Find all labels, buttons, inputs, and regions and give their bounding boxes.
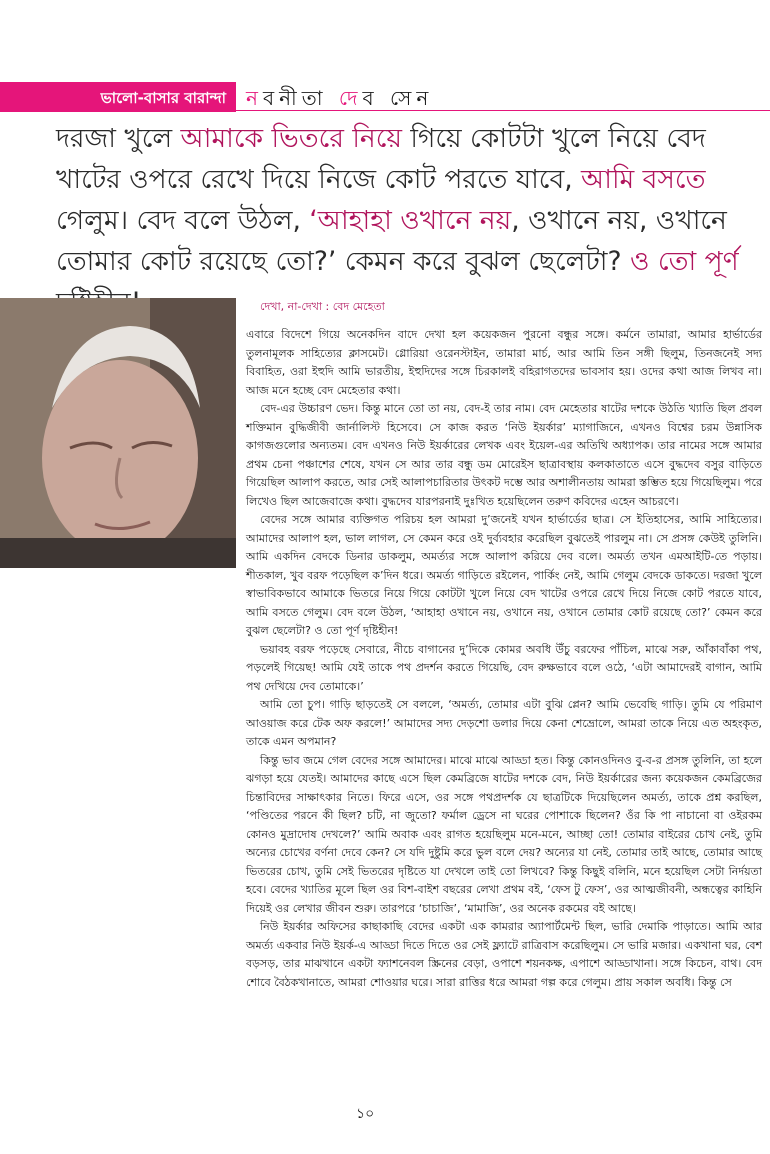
pull-quote-text: গিয়ে কোটটা খুলে নিয়ে বেদ খাটের ওপরে রেখে দিয়ে নিজে কোট পরতে যাবে, <box>56 123 706 195</box>
pull-quote-text: গেলুম। বেদ বলে উঠল, <box>56 205 310 236</box>
header-rule <box>236 110 770 111</box>
article-paragraph: এবারে বিদেশে গিয়ে অনেকদিন বাদে দেখা হল কয়েকজন পুরনো বন্ধুর সঙ্গে। কর্মনে তামারা, আমার হার্ভার্ডের তুলনামূলক সাহিত্যের ক্লাসমেট। গ্লোরিয়া ওরেনস্টাইন, তামারা মার্চ, আর আমি তিন সঙ্গী ছিলুম, তিনজনেই সদ্য বিবাহিত, ওরা ইহুদি আমি ভারতীয়, ইহুদিদের সঙ্গে চিরকালই বহিরাগতদের ভাবসাব হয়। ওদের কথা আজ লিখব না। আজ মনে হচ্ছে বেদ মেহেতার কথা। <box>246 328 762 397</box>
column-title-band <box>0 82 236 112</box>
pull-quote-text: , ওখানে নয়, ওখানে তোমার কোট রয়েছে তো?’ কেমন করে বুঝল ছেলেটা? <box>56 205 727 277</box>
article-paragraph: নিউ ইয়র্কার অফিসের কাছাকাছি বেদের একটা এক কামরার অ্যাপার্টমেন্ট ছিল, ভারি দেমাকি পাড়াতে। আমি আর অমর্ত্য একবার নিউ ইয়র্ক-এ আড্ডা দিতে দিতে ওর সেই ফ্ল্যাটে রাত্রিবাস করেছিলুম। সে ভারি মজার। একখানা ঘর, বেশ বড়সড়, তার মাঝখানে একটা ফ্যাশনেবল স্ক্রিনের বেড়া, ওপাশে শয়নকক্ষ, এপাশে আড্ডাখানা। সঙ্গে কিচেন, বাথ। বেদ শোবে বৈঠকখানাতে, আমরা শোওয়ার ঘরে। সারা রাত্তির ধরে আমরা গল্প করে গেলুম। প্রায় সকাল অবধি। কিন্তু সে <box>246 920 762 989</box>
portrait-illustration <box>0 298 236 568</box>
pull-quote-highlight: আমি বসতে <box>581 164 706 195</box>
article-kicker: দেখা, না-দেখা : বেদ মেহেতা <box>260 300 385 313</box>
portrait-photo <box>0 298 236 568</box>
author-first-rest: বনীতা <box>262 86 328 110</box>
pull-quote-highlight: ও তো পূর্ণ <box>629 246 739 277</box>
author-name <box>246 84 433 117</box>
author-first-initial: ন <box>246 86 263 110</box>
pull-quote-text: দরজা খুলে <box>56 123 181 154</box>
pull-quote-highlight: ‘আহাহা ওখানে নয় <box>309 205 512 236</box>
pull-quote <box>56 118 746 323</box>
author-last-initial: দে <box>338 86 363 110</box>
article-paragraph: কিন্তু ভাব জমে গেল বেদের সঙ্গে আমাদের। মাঝে মাঝে আড্ডা হত। কিন্তু কোনওদিনও বু-ব-র প্রসঙ্গ তুলিনি, তা হলে ঝগড়া হয়ে যেতই। আমাদের কাছে এসে ছিল কেমব্রিজে ষাটের দশকে বেদ, নিউ ইয়র্কারের জন্য কয়েকজন কেমব্রিজের চিন্তাবিদের সাক্ষাৎকার নিতে। ফিরে এসে, ওর সঙ্গে পথপ্রদর্শক যে ছাত্রটিকে দিয়েছিলেন অমর্ত্য, তাকে প্রশ্ন করছিল, ‘পণ্ডিতের পরনে কী ছিল? চটি, না জুতো? ফর্মাল ড্রেসে না ঘরের পোশাকে ছিলেন? ওঁর কি পা নাচানো বা ওইরকম কোনও মুদ্রাদোষ দেখলে?’ আমি অবাক এবং রাগত হয়েছিলুম মনে-মনে, আচ্ছা তো! তোমার বাইরের চোখ নেই, তুমি অন্যের চোখের বর্ণনা দেবে কেন? সে যদি দুষ্টুমি করে ভুল বলে দেয়? অন্যের যা নেই, তোমার তাই আছে, তোমার আছে ভিতরের চোখ, তুমি সেই ভিতরের দৃষ্টিতে যা দেখলে তাই তো লিখবে? কিন্তু কিছুই বলিনি, মনে হয়েছিল সেটা নির্দয়তা হবে। বেদের খ্যাতির মূলে ছিল ওর বিশ-বাইশ বছরের লেখা প্রথম বই, ‘ফেস টু ফেস’, ওর আত্মজীবনী, অন্ধত্বের কাহিনি দিয়েই ওর লেখার জীবন শুরু। তারপরে ‘চাচাজি’, ‘মামাজি’, ওর অনেক রকমের বই আছে। <box>246 753 762 915</box>
author-last-rest: ব সেন <box>362 86 434 110</box>
article-paragraph: আমি তো চুপ। গাড়ি ছাড়তেই সে বললে, ‘অমর্ত্য, তোমার এটা বুঝি প্লেন? আমি ভেবেছি গাড়ি। তুমি যে পরিমাণ আওয়াজ করে টেক অফ করলে!’ আমাদের সদ্য দেড়শো ডলার দিয়ে কেনা শেভ্রোলে, আমরা তাকে নিয়ে এত অহংকৃত, তাকে এমন অপমান? <box>246 698 762 748</box>
article-body <box>246 326 762 992</box>
pull-quote-highlight: আমাকে ভিতরে নিয়ে <box>180 123 402 154</box>
column-title: ভালো-বাসার বারান্দা <box>100 89 226 107</box>
article-paragraph: বেদ-এর উচ্চারণ ভেদ। কিন্তু মানে তো তা নয়, বেদ-ই তার নাম। বেদ মেহেতার ষাটের দশকে উঠতি খ্যাতি ছিল প্রবল শক্তিমান বুদ্ধিজীবী জার্নালিস্ট হিসেবে। সে কাজ করত ‘নিউ ইয়র্কার’ ম্যাগাজিনে, এখনও বিশ্বের চরম উন্নাসিক কাগজগুলোর অন্যতম। বেদ এখনও নিউ ইয়র্কারের লেখক এবং ইয়েল-এর অতিথি অধ্যাপক। তার নামের সঙ্গে আমার প্রথম চেনা পঞ্চাশের শেষে, যখন সে আর তার বন্ধু ডম মোরেইস ছাত্রাবস্থায় কলকাতাতে এসে বুদ্ধদেব বসুর বাড়িতে গিয়েছিল আলাপ করতে, আর সেই আলাপচারিতার উৎকট দম্ভে আর অশালীনতায় আমরা স্তম্ভিত হয়ে গিয়েছিলুম। পরে লিখেও ছিল আজেবাজে কথা। বুদ্ধদেব যারপরনাই দুঃখিত হয়েছিলেন তরুণ কবিদের এহেন আচরণে। <box>246 402 762 508</box>
article-paragraph: বেদের সঙ্গে আমার ব্যক্তিগত পরিচয় হল আমরা দু’জনেই যখন হার্ভার্ডের ছাত্র। সে ইতিহাসের, আমি সাহিত্যের। আমাদের আলাপ হল, ভাল লাগল, সে কেমন করে ওই দুর্ব্যবহার করেছিল বুঝতেই পারলুম না। সে প্রসঙ্গ কেউই তুলিনি। আমি একদিন বেদকে ডিনার ডাকলুম, অমর্ত্যর সঙ্গে আলাপ করিয়ে দেব বলে। অমর্ত্য তখন এমআইটি-তে পড়ায়। শীতকাল, খুব বরফ পড়েছিল ক’দিন ধরে। অমর্ত্য গাড়িতে রইলেন, পার্কিং নেই, আমি গেলুম বেদকে ডাকতে। দরজা খুলে স্বাভাবিকভাবে আমাকে ভিতরে নিয়ে গিয়ে কোটটা খুলে নিয়ে বেদ খাটের ওপরে রেখে দিয়ে নিজে কোট পরতে যাবে, আমি বসতে গেলুম। বেদ বলে উঠল, ‘আহাহা ওখানে নয়, ওখানে নয়, ওখানে তোমার কোট রয়েছে তো?’ কেমন করে বুঝল ছেলেটা? ও তো পূর্ণ দৃষ্টিহীন! <box>246 513 762 637</box>
article-paragraph: ভয়াবহ বরফ পড়েছে সেবারে, নীচে বাগানের দু’দিকে কোমর অবধি উঁচু বরফের পাঁচিল, মাঝে সরু, আঁকাবাঁকা পথ, পড়লেই গিয়েছ! আমি যেই তাকে পথ প্রদর্শন করতে গিয়েছি, বেদ রুক্ষভাবে বলে ওঠে, ‘এটা আমাদেরই বাগান, আমি পথ দেখিয়ে দেব তোমাকে।’ <box>246 642 762 693</box>
page-number: ১০ <box>356 1106 375 1122</box>
